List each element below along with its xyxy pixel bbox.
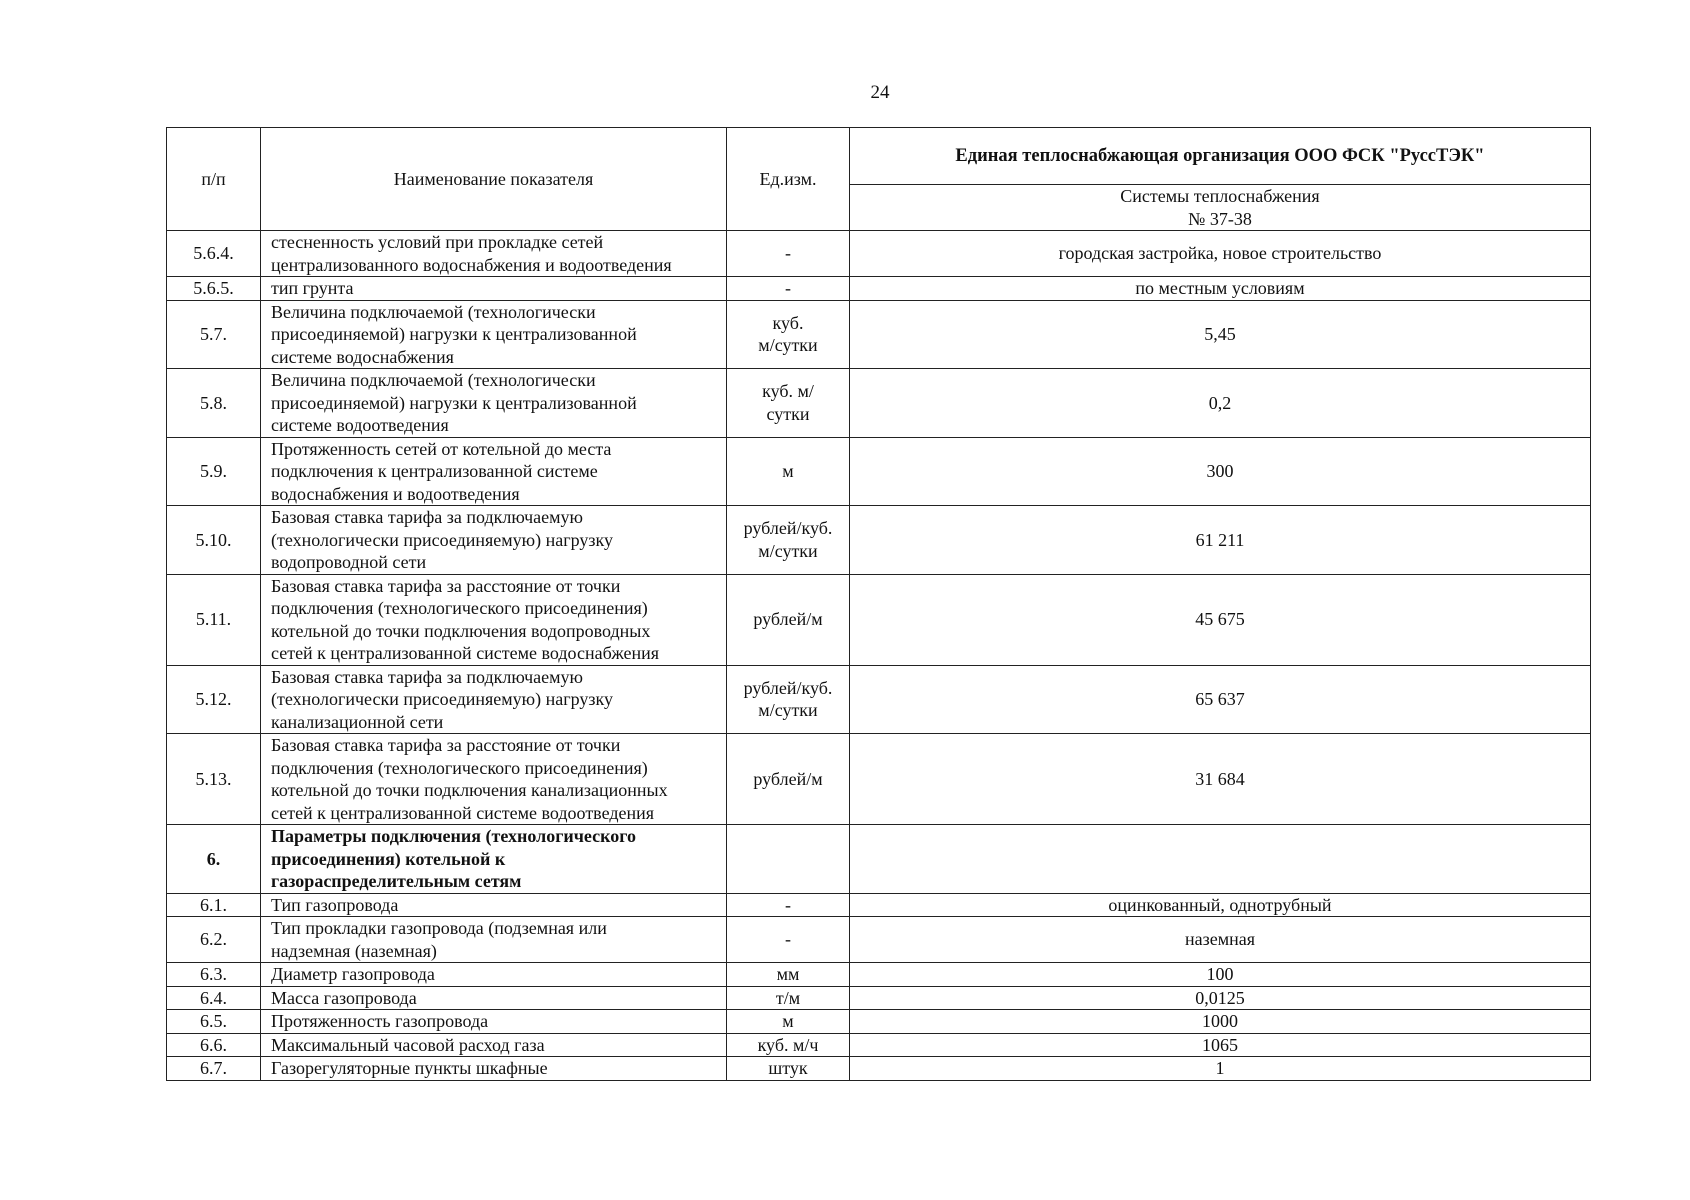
row-name: Протяженность сетей от котельной до места подключения к централизованной системе водоснабжения и водоотведения bbox=[261, 437, 727, 506]
row-value: 45 675 bbox=[850, 574, 1591, 665]
row-unit: - bbox=[727, 917, 850, 963]
row-value: 0,0125 bbox=[850, 986, 1591, 1010]
row-unit: м bbox=[727, 437, 850, 506]
table-row bbox=[167, 277, 1591, 301]
header-num: п/п bbox=[167, 128, 261, 231]
header-organization: Единая теплоснабжающая организация ООО ФСК "РуссТЭК" bbox=[850, 128, 1591, 185]
table-row bbox=[167, 1033, 1591, 1057]
header-unit: Ед.изм. bbox=[727, 128, 850, 231]
row-unit: рублей/куб. м/сутки bbox=[727, 506, 850, 575]
row-name: Максимальный часовой расход газа bbox=[261, 1033, 727, 1057]
header-row bbox=[167, 128, 1591, 185]
row-number: 5.10. bbox=[167, 506, 261, 575]
row-value: 0,2 bbox=[850, 369, 1591, 438]
row-number: 6.1. bbox=[167, 893, 261, 917]
row-value: 1000 bbox=[850, 1010, 1591, 1034]
row-name: Диаметр газопровода bbox=[261, 963, 727, 987]
header-name: Наименование показателя bbox=[261, 128, 727, 231]
row-value: 65 637 bbox=[850, 665, 1591, 734]
row-number: 6.4. bbox=[167, 986, 261, 1010]
row-name: Величина подключаемой (технологически присоединяемой) нагрузки к централизованной системе водоснабжения bbox=[261, 300, 727, 369]
row-number: 5.6.4. bbox=[167, 231, 261, 277]
row-value: 100 bbox=[850, 963, 1591, 987]
row-number: 6. bbox=[167, 825, 261, 894]
row-name: Масса газопровода bbox=[261, 986, 727, 1010]
row-name: Параметры подключения (технологического присоединения) котельной к газораспределительным сетям bbox=[261, 825, 727, 894]
row-name: Тип газопровода bbox=[261, 893, 727, 917]
table-row bbox=[167, 437, 1591, 506]
row-unit: т/м bbox=[727, 986, 850, 1010]
row-name: Протяженность газопровода bbox=[261, 1010, 727, 1034]
table-row bbox=[167, 893, 1591, 917]
row-value: 31 684 bbox=[850, 734, 1591, 825]
row-name: Базовая ставка тарифа за расстояние от точки подключения (технологического присоединения) котельной до точки подключения водопроводных сетей к централизованной системе водоснабжения bbox=[261, 574, 727, 665]
table-row bbox=[167, 917, 1591, 963]
row-number: 6.7. bbox=[167, 1057, 261, 1081]
row-number: 6.5. bbox=[167, 1010, 261, 1034]
row-unit: штук bbox=[727, 1057, 850, 1081]
row-number: 5.7. bbox=[167, 300, 261, 369]
row-value: 61 211 bbox=[850, 506, 1591, 575]
row-unit: - bbox=[727, 231, 850, 277]
row-unit: м bbox=[727, 1010, 850, 1034]
row-unit: куб. м/ч bbox=[727, 1033, 850, 1057]
table-row bbox=[167, 300, 1591, 369]
row-unit: - bbox=[727, 893, 850, 917]
row-name: Тип прокладки газопровода (подземная или надземная (наземная) bbox=[261, 917, 727, 963]
table-row bbox=[167, 963, 1591, 987]
table-row bbox=[167, 825, 1591, 894]
table-row bbox=[167, 574, 1591, 665]
row-number: 5.8. bbox=[167, 369, 261, 438]
row-value: городская застройка, новое строительство bbox=[850, 231, 1591, 277]
table-row bbox=[167, 1010, 1591, 1034]
row-number: 5.12. bbox=[167, 665, 261, 734]
row-value: 5,45 bbox=[850, 300, 1591, 369]
row-unit: куб. м/ сутки bbox=[727, 369, 850, 438]
row-name: Величина подключаемой (технологически присоединяемой) нагрузки к централизованной системе водоотведения bbox=[261, 369, 727, 438]
row-unit bbox=[727, 825, 850, 894]
row-value: 300 bbox=[850, 437, 1591, 506]
row-name: Базовая ставка тарифа за подключаемую (технологически присоединяемую) нагрузку канализационной сети bbox=[261, 665, 727, 734]
row-unit: рублей/м bbox=[727, 574, 850, 665]
table-row bbox=[167, 1057, 1591, 1081]
row-value: наземная bbox=[850, 917, 1591, 963]
row-number: 5.13. bbox=[167, 734, 261, 825]
table-row bbox=[167, 734, 1591, 825]
table-body bbox=[167, 231, 1591, 1081]
row-number: 6.2. bbox=[167, 917, 261, 963]
row-unit: мм bbox=[727, 963, 850, 987]
row-unit: - bbox=[727, 277, 850, 301]
row-number: 5.6.5. bbox=[167, 277, 261, 301]
parameters-table bbox=[166, 127, 1591, 1081]
row-value: 1 bbox=[850, 1057, 1591, 1081]
row-number: 6.3. bbox=[167, 963, 261, 987]
table-row bbox=[167, 506, 1591, 575]
table-row bbox=[167, 665, 1591, 734]
page-number: 24 bbox=[870, 82, 890, 103]
row-value: оцинкованный, однотрубный bbox=[850, 893, 1591, 917]
row-name: тип грунта bbox=[261, 277, 727, 301]
row-value: по местным условиям bbox=[850, 277, 1591, 301]
row-name: Базовая ставка тарифа за подключаемую (технологически присоединяемую) нагрузку водопроводной сети bbox=[261, 506, 727, 575]
row-unit: рублей/куб. м/сутки bbox=[727, 665, 850, 734]
row-name: Базовая ставка тарифа за расстояние от точки подключения (технологического присоединения) котельной до точки подключения канализационных сетей к централизованной системе водоотведения bbox=[261, 734, 727, 825]
row-name: Газорегуляторные пункты шкафные bbox=[261, 1057, 727, 1081]
row-unit: рублей/м bbox=[727, 734, 850, 825]
table-row bbox=[167, 986, 1591, 1010]
row-number: 5.9. bbox=[167, 437, 261, 506]
row-value: 1065 bbox=[850, 1033, 1591, 1057]
table-row bbox=[167, 369, 1591, 438]
row-name: стесненность условий при прокладке сетей централизованного водоснабжения и водоотведения bbox=[261, 231, 727, 277]
row-value bbox=[850, 825, 1591, 894]
row-number: 6.6. bbox=[167, 1033, 261, 1057]
row-number: 5.11. bbox=[167, 574, 261, 665]
header-systems: Системы теплоснабжения № 37-38 bbox=[850, 185, 1591, 231]
row-unit: куб. м/сутки bbox=[727, 300, 850, 369]
table-row bbox=[167, 231, 1591, 277]
